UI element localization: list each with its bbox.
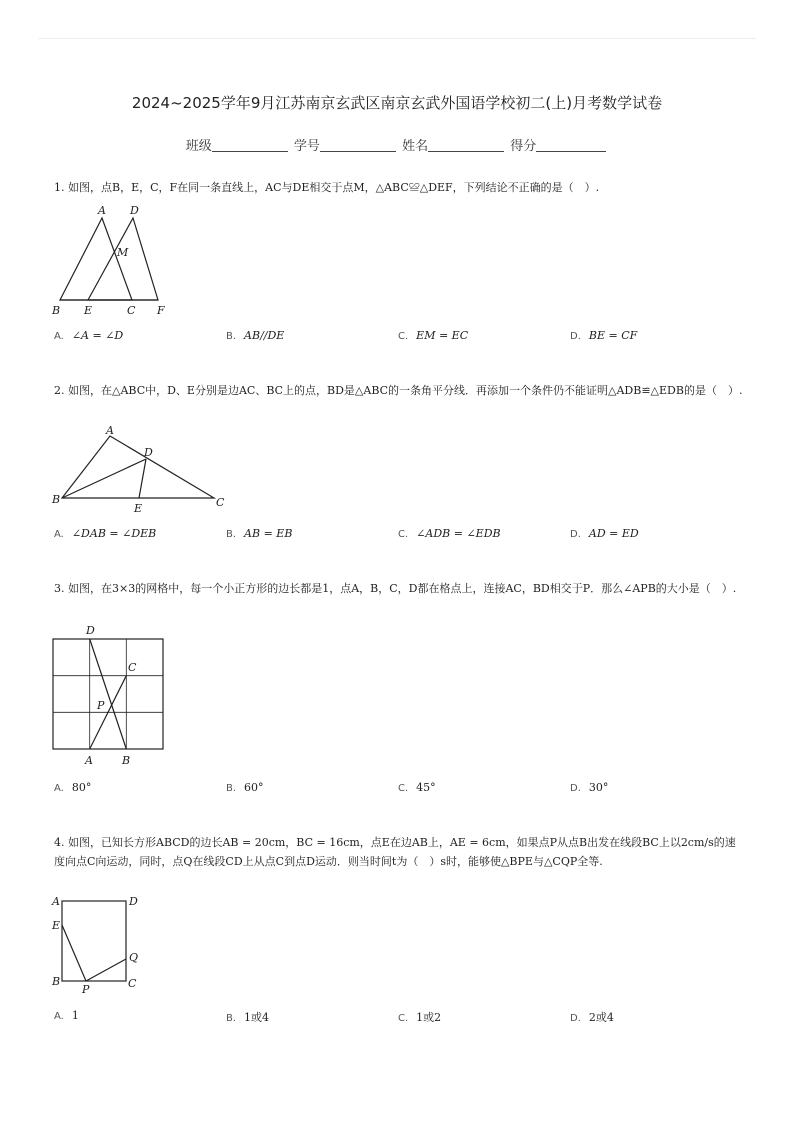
student-number-field-label: 学号	[293, 139, 320, 154]
question-text: 如图，在△ABC中，D、E分别是边AC、BC上的点，BD是△ABC的一条角平分线．再添加一个条件仍不能证明△ADB≌△EDB的是（ ）.	[68, 384, 743, 397]
student-info-line	[0, 135, 794, 154]
label-a: A	[106, 424, 114, 437]
class-field-label: 班级	[185, 139, 212, 154]
label-e: E	[52, 919, 61, 932]
top-divider	[38, 38, 756, 39]
question-number: 2.	[54, 384, 65, 397]
label-d: D	[129, 895, 138, 908]
name-field-label: 姓名	[402, 139, 429, 154]
label-e: E	[84, 304, 93, 317]
exam-title: 2024~2025学年9月江苏南京玄武区南京玄武外国语学校初二(上)月考数学试卷	[131, 94, 663, 112]
question-1	[54, 178, 744, 197]
question-1-figure	[50, 202, 180, 322]
question-4-figure	[50, 895, 145, 995]
class-field-blank[interactable]	[212, 139, 288, 152]
question-3-option-b[interactable]: B. 60°	[226, 781, 264, 794]
question-number: 4.	[54, 836, 65, 849]
label-e: E	[134, 502, 143, 515]
question-4-option-d[interactable]: D. 2或4	[570, 1011, 614, 1024]
segment-pq	[86, 959, 126, 981]
question-1-option-c[interactable]: C. EM = EC	[398, 329, 469, 342]
triangle-def	[88, 218, 158, 300]
label-c: C	[128, 661, 137, 674]
label-f: F	[157, 304, 165, 317]
question-3-figure	[50, 622, 175, 772]
question-3	[54, 579, 744, 598]
question-text: 如图，点B，E，C，F在同一条直线上，AC与DE相交于点M，△ABC≌△DEF，下列结论不正确的是（ ）.	[68, 181, 600, 194]
question-4-option-b[interactable]: B. 1或4	[226, 1011, 270, 1024]
label-d: D	[130, 204, 139, 217]
question-1-option-b[interactable]: B. AB//DE	[226, 329, 285, 342]
label-d: D	[86, 624, 95, 637]
question-4	[54, 833, 744, 871]
question-2-option-a[interactable]: A. ∠DAB = ∠DEB	[54, 527, 157, 540]
triangle-abc	[60, 218, 132, 300]
label-c: C	[127, 304, 136, 317]
question-text: 如图，在3×3的网格中，每一个小正方形的边长都是1，点A，B，C，D都在格点上，连接AC，BD相交于P．那么∠APB的大小是（ ）.	[68, 582, 737, 595]
score-field-label: 得分	[510, 139, 537, 154]
question-2-option-d[interactable]: D. AD = ED	[570, 527, 639, 540]
score-field-blank[interactable]	[536, 139, 606, 152]
question-4-option-a[interactable]: A. 1	[54, 1009, 79, 1022]
segment-bd	[62, 459, 146, 498]
triangle-abc	[62, 436, 214, 498]
segment-de	[139, 459, 146, 498]
label-b: B	[52, 975, 61, 988]
question-2-option-b[interactable]: B. AB = EB	[226, 527, 293, 540]
label-c: C	[128, 977, 137, 990]
label-p: P	[97, 699, 105, 712]
question-2-option-c[interactable]: C. ∠ADB = ∠EDB	[398, 527, 501, 540]
question-3-option-d[interactable]: D. 30°	[570, 781, 609, 794]
question-2-figure	[50, 424, 235, 519]
label-b: B	[52, 304, 61, 317]
question-3-option-a[interactable]: A. 80°	[54, 781, 92, 794]
label-q: Q	[129, 951, 139, 964]
question-2	[54, 381, 744, 400]
question-1-option-a[interactable]: A. ∠A = ∠D	[54, 329, 124, 342]
label-c: C	[216, 496, 225, 509]
label-b: B	[122, 754, 131, 767]
question-number: 3.	[54, 582, 65, 595]
student-number-field-blank[interactable]	[320, 139, 396, 152]
segment-bd	[90, 639, 127, 749]
question-text: 如图，已知长方形ABCD的边长AB = 20cm，BC = 16cm，点E在边AB上，AE = 6cm，如果点P从点B出发在线段BC上以2cm/s的速度向点C向运动，同时，点Q在线段CD上从点C到点D运动．则当时间t为（ ）s时，能够使△BPE与△CQP全等.	[54, 836, 736, 868]
name-field-blank[interactable]	[428, 139, 504, 152]
question-3-option-c[interactable]: C. 45°	[398, 781, 436, 794]
segment-ep	[62, 925, 86, 981]
label-m: M	[117, 246, 129, 259]
label-a: A	[85, 754, 93, 767]
rectangle-abcd	[62, 901, 126, 981]
question-4-option-c[interactable]: C. 1或2	[398, 1011, 442, 1024]
question-number: 1.	[54, 181, 65, 194]
label-a: A	[98, 204, 106, 217]
label-d: D	[144, 446, 153, 459]
label-b: B	[52, 493, 61, 506]
label-a: A	[52, 895, 60, 908]
label-p: P	[82, 983, 90, 996]
question-1-option-d[interactable]: D. BE = CF	[570, 329, 638, 342]
